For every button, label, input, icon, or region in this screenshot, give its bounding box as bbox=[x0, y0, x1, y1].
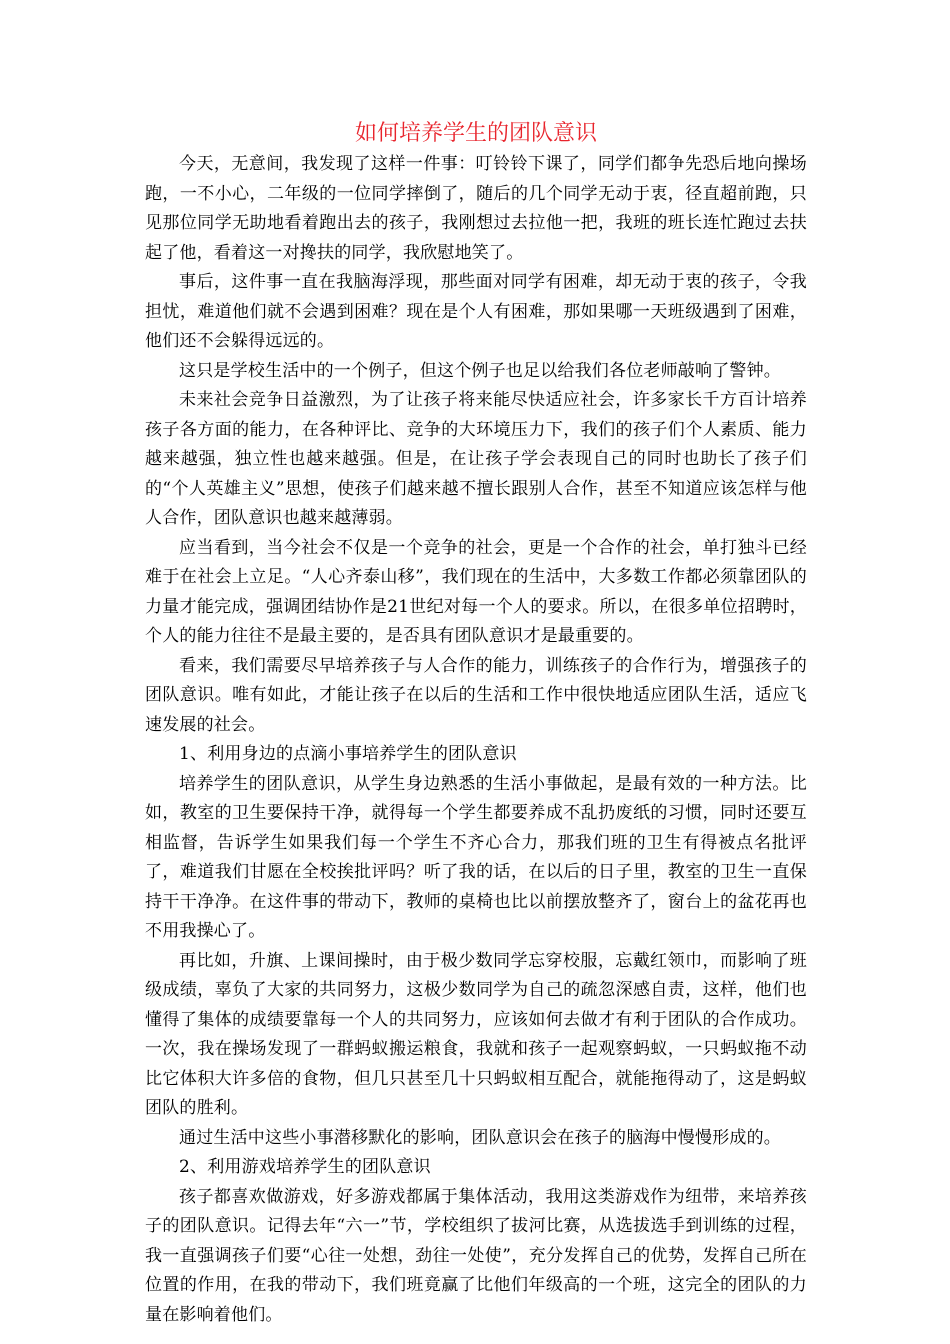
paragraph-flag-ceremony: 再比如，升旗、上课间操时，由于极少数同学忘穿校服，忘戴红领巾，而影响了班级成绩，辜负了大家的共同努力，这极少数同学为自己的疏忽深感自责，这样，他们也懂得了集体的成绩要靠每一个人的共同努力，应该如何去做才有利于团队的合作成功。一次，我在操场发现了一群蚂蚁搬运粮食，我就和孩子一起观察蚂蚁，一只蚂蚁拖不动比它体积大许多倍的食物，但几只甚至几十只蚂蚁相互配合，就能拖得动了，这是蚂蚁团队的胜利。 bbox=[145, 950, 807, 1118]
paragraph-competition: 未来社会竞争日益激烈，为了让孩子将来能尽快适应社会，许多家长千方百计培养孩子各方面的能力，在各种评比、竞争的大环境压力下，我们的孩子们个人素质、能力越来越强，独立性也越来越强。但是，在让孩子学会表现自己的同时也助长了孩子们的“个人英雄主义”思想，使孩子们越来越不擅长跟别人合作，甚至不知道应该怎样与他人合作，团队意识也越来越薄弱。 bbox=[145, 390, 807, 528]
paragraph-concern: 事后，这件事一直在我脑海浮现，那些面对同学有困难，却无动于衷的孩子，令我担忧，难道他们就不会遇到困难？现在是个人有困难，那如果哪一天班级遇到了困难，他们还不会躲得远远的。 bbox=[145, 272, 807, 351]
section-heading-2: 2、利用游戏培养学生的团队意识 bbox=[179, 1157, 431, 1177]
paragraph-warning: 这只是学校生活中的一个例子，但这个例子也足以给我们各位老师敲响了警钟。 bbox=[179, 360, 781, 381]
paragraph-games: 孩子都喜欢做游戏，好多游戏都属于集体活动，我用这类游戏作为纽带，来培养孩子的团队意识。记得去年“六一”节，学校组织了拔河比赛，从选拔选手到训练的过程，我一直强调孩子们要“心往一处想，劲往一处使”，充分发挥自己的优势，发挥自己所在位置的作用，在我的带动下，我们班竟赢了比他们年级高的一个班，这完全的团队的力量在影响着他们。 bbox=[145, 1186, 807, 1325]
paragraph-cooperation: 应当看到，当今社会不仅是一个竞争的社会，更是一个合作的社会，单打独斗已经难于在社会上立足。“人心齐泰山移”，我们现在的生活中，大多数工作都必须靠团队的力量才能完成，强调团结协作是21世纪对每一个人的要求。所以，在很多单位招聘时，个人的能力往往不是最主要的，是否具有团队意识才是最重要的。 bbox=[145, 537, 807, 646]
section-heading-1: 1、利用身边的点滴小事培养学生的团队意识 bbox=[179, 744, 517, 764]
paragraph-conclusion: 看来，我们需要尽早培养孩子与人合作的能力，训练孩子的合作行为，增强孩子的团队意识。唯有如此，才能让孩子在以后的生活和工作中很快地适应团队生活，适应飞速发展的社会。 bbox=[145, 655, 807, 735]
document-title: 如何培养学生的团队意识 bbox=[354, 121, 597, 146]
paragraph-classroom-hygiene: 培养学生的团队意识，从学生身边熟悉的生活小事做起，是最有效的一种方法。比如，教室的卫生要保持干净，就得每一个学生都要养成不乱扔废纸的习惯，同时还要互相监督，告诉学生如果我们每一个学生不齐心合力，那我们班的卫生有得被点名批评了，难道我们甘愿在全校挨批评吗？听了我的话，在以后的日子里，教室的卫生一直保持干干净净。在这件事的带动下，教师的桌椅也比以前摆放整齐了，窗台上的盆花再也不用我操心了。 bbox=[145, 773, 807, 941]
paragraph-influence: 通过生活中这些小事潜移默化的影响，团队意识会在孩子的脑海中慢慢形成的。 bbox=[179, 1127, 781, 1148]
document-page bbox=[145, 120, 807, 1330]
paragraph-incident: 今天，无意间，我发现了这样一件事：叮铃铃下课了，同学们都争先恐后地向操场跑，一不小心，二年级的一位同学摔倒了，随后的几个同学无动于衷，径直超前跑，只见那位同学无助地看着跑出去的孩子，我刚想过去拉他一把，我班的班长连忙跑过去扶起了他，看着这一对搀扶的同学，我欣慰地笑了。 bbox=[145, 154, 807, 263]
